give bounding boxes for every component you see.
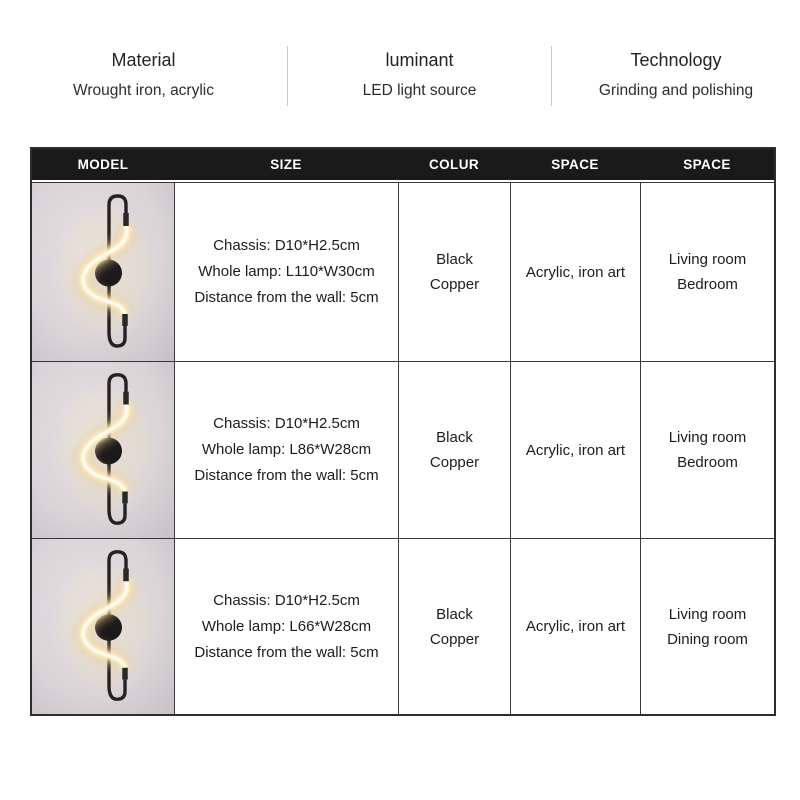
- space-line: Bedroom: [677, 454, 738, 471]
- table-row-3-size: [174, 538, 398, 714]
- size-line: Distance from the wall: 5cm: [194, 467, 379, 484]
- wall-lamp-image: [32, 539, 174, 714]
- table-row-3-material: [510, 538, 640, 714]
- column-header-space-1: SPACE: [510, 149, 640, 182]
- feature-technology: [552, 46, 800, 106]
- table-row-2-material: [510, 361, 640, 538]
- feature-subtitle: Grinding and polishing: [598, 82, 754, 99]
- space-line: Bedroom: [677, 276, 738, 293]
- space-line: Living room: [668, 429, 747, 446]
- table-row-2-color: [398, 361, 510, 538]
- material-text: Acrylic, iron art: [525, 618, 626, 635]
- color-line: Black: [436, 429, 473, 446]
- color-line: Black: [436, 605, 473, 623]
- table-row-1-color: [398, 182, 510, 361]
- color-line: Copper: [429, 630, 480, 648]
- wall-lamp-image: [32, 183, 174, 361]
- size-line: Chassis: D10*H2.5cm: [213, 237, 360, 254]
- color-line: Copper: [429, 276, 480, 293]
- table-row-3-space: [640, 538, 774, 714]
- size-line: Distance from the wall: 5cm: [194, 643, 379, 661]
- table-row-1-model-photo: [32, 182, 174, 361]
- feature-title: Material: [111, 50, 176, 70]
- space-line: Living room: [668, 251, 747, 268]
- table-row-1-material: [510, 182, 640, 361]
- column-header-size: SIZE: [174, 149, 398, 182]
- table-row-3-color: [398, 538, 510, 714]
- size-line: Whole lamp: L86*W28cm: [201, 441, 372, 458]
- feature-title: luminant: [385, 50, 454, 70]
- feature-illuminant: [288, 46, 552, 106]
- column-header-model: MODEL: [32, 149, 174, 182]
- material-text: Acrylic, iron art: [525, 441, 626, 459]
- size-line: Whole lamp: L66*W28cm: [201, 617, 372, 635]
- table-row-2-model-photo: [32, 361, 174, 538]
- space-line: Living room: [668, 605, 747, 623]
- feature-material: [0, 46, 288, 106]
- size-line: Whole lamp: L110*W30cm: [198, 263, 375, 280]
- color-line: Black: [436, 251, 473, 268]
- table-row-2-space: [640, 361, 774, 538]
- table-row-1-space: [640, 182, 774, 361]
- size-line: Chassis: D10*H2.5cm: [213, 591, 360, 609]
- column-header-space-2: SPACE: [640, 149, 774, 182]
- feature-title: Technology: [630, 50, 722, 70]
- column-header-colur: COLUR: [398, 149, 510, 182]
- features-bar: [0, 46, 800, 106]
- material-text: Acrylic, iron art: [525, 263, 626, 281]
- size-line: Chassis: D10*H2.5cm: [213, 415, 360, 432]
- feature-subtitle: LED light source: [362, 82, 477, 99]
- table-row-2-size: [174, 361, 398, 538]
- spec-table: [30, 147, 776, 716]
- size-line: Distance from the wall: 5cm: [194, 289, 379, 306]
- feature-subtitle: Wrought iron, acrylic: [73, 82, 214, 99]
- space-line: Dining room: [667, 630, 748, 648]
- table-row-3-model-photo: [32, 538, 174, 714]
- color-line: Copper: [429, 454, 480, 471]
- table-row-1-size: [174, 182, 398, 361]
- wall-lamp-image: [32, 362, 174, 538]
